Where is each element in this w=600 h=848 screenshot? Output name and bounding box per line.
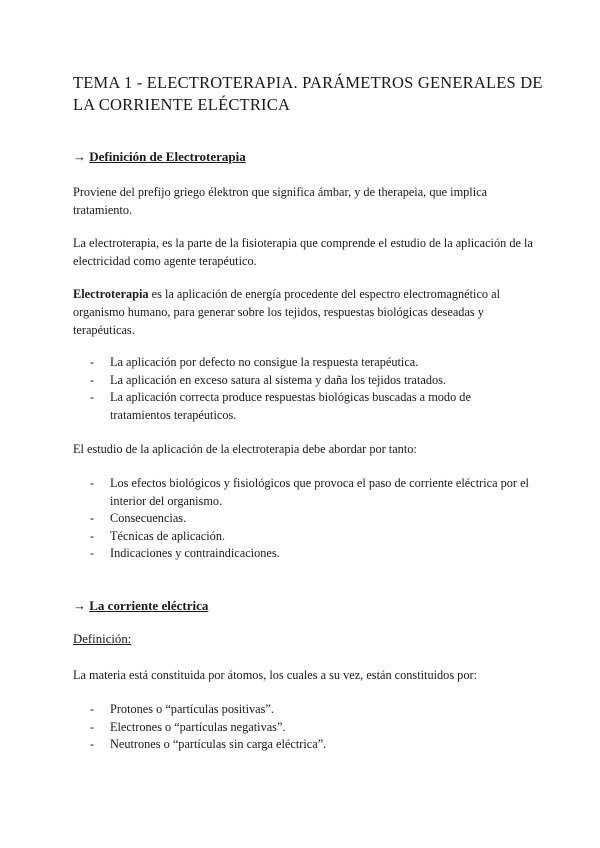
list-item: - La aplicación en exceso satura al sistema y daña los tejidos tratados. [73,372,533,390]
dash-bullet: - [90,546,95,560]
list-item: - Neutrones o “partículas sin carga eléctrica”. [73,736,533,754]
paragraph-electroterapia-description [73,285,533,339]
paragraph-atoms: La materia está constituida por átomos, los cuales a su vez, están constituidos por: [73,668,477,682]
list-item: - Los efectos biológicos y fisiológicos que provoca el paso de corriente eléctrica por el interior del organismo. [90,476,529,508]
list-item: - Indicaciones y contraindicaciones. [73,545,533,563]
atom-particles-list [73,701,533,754]
list-item: - Electrones o “partículas negativas”. [73,719,533,737]
document-title: TEMA 1 - ELECTROTERAPIA. PARÁMETROS GENERALES DE LA CORRIENTE ELÉCTRICA [73,73,543,114]
section-heading-text: La corriente eléctrica [89,598,209,613]
study-topics-list [73,475,533,563]
dash-bullet: - [90,355,95,369]
dash-bullet: - [90,719,95,734]
section-heading-corriente [73,598,208,614]
list-item: - Consecuencias. [73,510,533,528]
paragraph-definition: La electroterapia, es la parte de la fisioterapia que comprende el estudio de la aplicación de la electricidad como agente terapéutico. [73,236,533,268]
list-item: - La aplicación por defecto no consigue la respuesta terapéutica. [73,354,533,372]
dash-bullet: - [90,511,95,525]
dash-bullet: - [90,702,95,716]
list-item: - Protones o “partículas positivas”. [73,701,533,719]
dash-bullet: - [90,372,95,387]
dash-bullet: - [90,390,95,404]
dash-bullet: - [90,528,95,543]
list-item: - La aplicación correcta produce respuestas biológicas buscadas a modo de tratamientos terapéuticos. [90,390,471,422]
arrow-icon: → [73,598,86,613]
subheading-definicion: Definición: [73,632,132,646]
dash-bullet: - [90,737,95,751]
bold-term: Electroterapia [73,287,149,301]
application-effects-list [73,354,533,424]
paragraph-study-scope: El estudio de la aplicación de la electroterapia debe abordar por tanto: [73,442,417,456]
section-heading-electroterapia [73,149,246,165]
arrow-icon: → [73,149,86,164]
list-item: - Técnicas de aplicación. [73,528,533,546]
paragraph-etymology: Proviene del prefijo griego élektron que significa ámbar, y de therapeia, que implica tratamiento. [73,185,488,217]
paragraph-text: es la aplicación de energía procedente del espectro electromagnético al organismo humano, para generar sobre los tejidos, respuestas biológicas deseadas y terapéuticas. [73,287,500,337]
dash-bullet: - [90,476,95,490]
section-heading-text: Definición de Electroterapia [89,149,246,164]
